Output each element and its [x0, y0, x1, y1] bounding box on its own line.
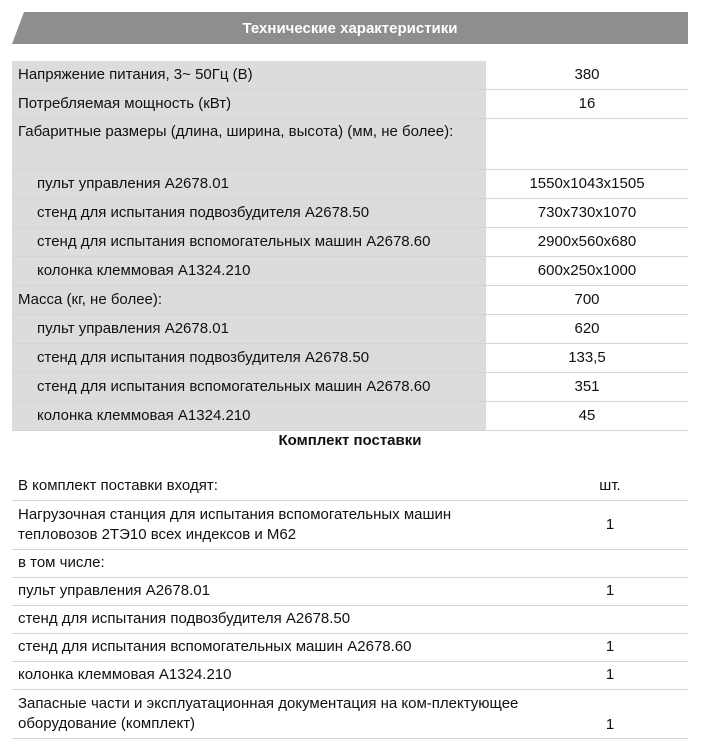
table-row: [12, 286, 688, 315]
table-row: [12, 661, 688, 689]
spec-value: 600x250x1000: [486, 257, 688, 286]
spec-label: стенд для испытания подвозбудителя А2678.50: [12, 344, 486, 373]
table-row: [12, 402, 688, 431]
table-row: [12, 500, 688, 549]
table-row: [12, 472, 688, 500]
kit-label: колонка клеммовая А1324.210: [12, 661, 532, 689]
table-row: [12, 577, 688, 605]
spec-value: 620: [486, 315, 688, 344]
kit-label: Нагрузочная станция для испытания вспомогательных машин тепловозов 2ТЭ10 всех индексов и М62: [12, 500, 532, 549]
kit-value: 1: [532, 500, 688, 549]
spec-label: стенд для испытания вспомогательных машин А2678.60: [12, 373, 486, 402]
spec-label: колонка клеммовая А1324.210: [12, 402, 486, 431]
spec-label: колонка клеммовая А1324.210: [12, 257, 486, 286]
kit-value: [532, 549, 688, 577]
spec-label: стенд для испытания вспомогательных машин А2678.60: [12, 228, 486, 257]
table-row: [12, 344, 688, 373]
tech-specs-header: [12, 12, 688, 44]
kit-label: стенд для испытания вспомогательных машин А2678.60: [12, 633, 532, 661]
table-row: [12, 689, 688, 738]
table-row: [12, 257, 688, 286]
kit-table: [12, 472, 688, 739]
spec-value: 700: [486, 286, 688, 315]
spec-value: 380: [486, 61, 688, 90]
table-row: [12, 170, 688, 199]
spec-value: 730x730x1070: [486, 199, 688, 228]
tech-specs-table: [12, 61, 688, 431]
table-row: [12, 373, 688, 402]
spec-label: пульт управления А2678.01: [12, 315, 486, 344]
spec-value: 1550x1043x1505: [486, 170, 688, 199]
kit-title: Комплект поставки: [278, 432, 422, 449]
kit-value: 1: [532, 577, 688, 605]
kit-value: шт.: [532, 472, 688, 500]
kit-value: 1: [532, 661, 688, 689]
kit-value: [532, 605, 688, 633]
table-row: [12, 605, 688, 633]
spec-label: Масса (кг, не более):: [12, 286, 486, 315]
spec-value: 16: [486, 90, 688, 119]
spec-value: [486, 119, 688, 170]
table-row: [12, 199, 688, 228]
table-row: [12, 119, 688, 170]
table-row: [12, 633, 688, 661]
kit-label: В комплект поставки входят:: [12, 472, 532, 500]
spec-label: Потребляемая мощность (кВт): [12, 90, 486, 119]
tech-specs-title: Технические характеристики: [242, 19, 458, 37]
table-row: [12, 90, 688, 119]
spec-value: 2900x560x680: [486, 228, 688, 257]
spec-label: стенд для испытания подвозбудителя А2678.50: [12, 199, 486, 228]
table-row: [12, 315, 688, 344]
kit-value: 1: [532, 689, 688, 738]
spec-label: пульт управления А2678.01: [12, 170, 486, 199]
table-row: [12, 549, 688, 577]
kit-label: пульт управления А2678.01: [12, 577, 532, 605]
kit-label: Запасные части и эксплуатационная документация на ком-плектующее оборудование (комплект): [12, 689, 532, 738]
kit-label: в том числе:: [12, 549, 532, 577]
spec-value: 351: [486, 373, 688, 402]
spec-label: Напряжение питания, 3~ 50Гц (В): [12, 61, 486, 90]
spec-label: Габаритные размеры (длина, ширина, высота) (мм, не более):: [12, 119, 486, 170]
kit-value: 1: [532, 633, 688, 661]
spec-value: 133,5: [486, 344, 688, 373]
table-row: [12, 228, 688, 257]
kit-label: стенд для испытания подвозбудителя А2678.50: [12, 605, 532, 633]
table-row: [12, 61, 688, 90]
spec-value: 45: [486, 402, 688, 431]
